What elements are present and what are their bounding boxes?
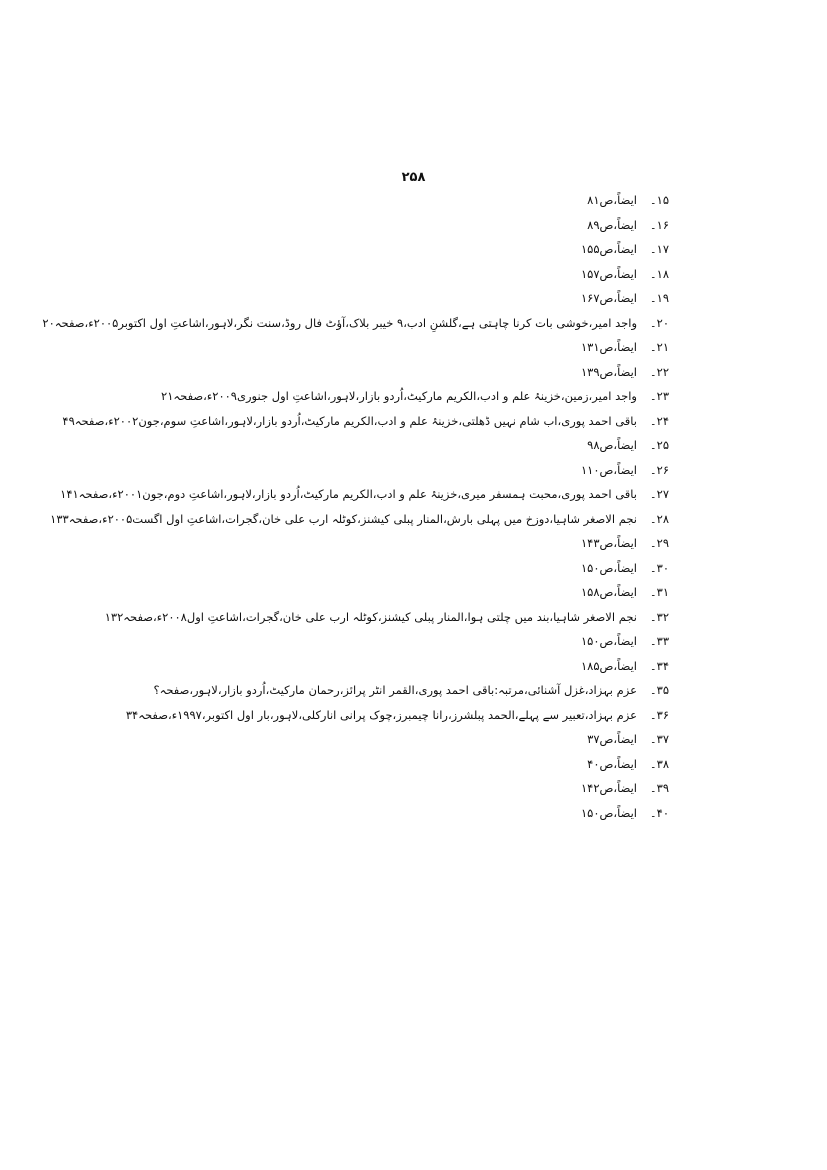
endnote-text: ایضاً،ص۹۸ <box>587 438 637 452</box>
endnote-number: ۲۸۔ <box>649 511 669 526</box>
endnote-number: ۳۶۔ <box>649 707 669 722</box>
endnote-number: ۱۸۔ <box>649 266 669 281</box>
endnote-text: ایضاً،ص۴۰ <box>587 756 637 771</box>
endnote-text: ایضاً،ص۱۵۰ <box>580 634 637 648</box>
endnote-item <box>149 776 669 801</box>
endnote-text: باقی احمد پوری،محبت ہمسفر میری،خزینۂ علم و ادب،الکریم مارکیٹ،اُردو بازار،لاہور،اشاعتِ دوم،جون۲۰۰۱ء،صفحہ۱۴۱ <box>60 487 637 501</box>
endnote-item <box>149 262 669 287</box>
endnote-text: ایضاً،ص۱۴۲ <box>580 781 637 795</box>
endnote-item <box>60 482 669 507</box>
endnote-number: ۳۳۔ <box>649 634 669 648</box>
endnote-number: ۲۹۔ <box>649 536 669 550</box>
endnote-number: ۳۹۔ <box>649 781 669 795</box>
endnote-number: ۱۶۔ <box>649 217 669 232</box>
endnote-number: ۳۴۔ <box>649 658 669 673</box>
endnote-item <box>149 433 669 458</box>
endnote-number: ۳۱۔ <box>649 585 669 599</box>
endnote-number: ۳۲۔ <box>649 609 669 624</box>
endnote-item <box>42 311 669 336</box>
endnote-text: ایضاً،ص۱۳۱ <box>580 340 637 354</box>
endnote-text: نجم الاصغر شاہیا،بند میں چلتی ہوا،المنار پبلی کیشنز،کوٹلہ ارب علی خان،گجرات،اشاعتِ اول۲۰۰۸ء،صفحہ۱۳۲ <box>104 609 637 624</box>
endnote-number: ۲۵۔ <box>649 438 669 452</box>
endnote-text: واجد امیر،زمین،خزینۂ علم و ادب،الکریم مارکیٹ،اُردو بازار،لاہور،اشاعتِ اول جنوری۲۰۰۹ء،صفحہ۲۱ <box>161 389 637 403</box>
endnote-item <box>50 507 669 532</box>
endnote-item <box>149 752 669 777</box>
endnote-number: ۴۰۔ <box>649 805 669 820</box>
endnote-number: ۲۴۔ <box>649 413 669 428</box>
endnote-item <box>149 286 669 311</box>
endnote-text: نجم الاصغر شاہیا،دوزخ میں پہلی بارش،المنار پبلی کیشنز،کوٹلہ ارب علی خان،گجرات،اشاعتِ اول اگست۲۰۰۵ء،صفحہ۱۳۳ <box>50 511 637 526</box>
endnote-text: ایضاً،ص۸۹ <box>587 217 637 232</box>
endnote-item <box>149 531 669 556</box>
endnote-text: ایضاً،ص۱۸۵ <box>580 658 637 673</box>
endnote-text: ایضاً،ص۱۱۰ <box>580 462 637 477</box>
endnote-item <box>149 188 669 213</box>
endnote-item <box>149 213 669 238</box>
endnote-item <box>149 727 669 752</box>
endnote-number: ۳۵۔ <box>649 683 669 697</box>
endnote-number: ۳۰۔ <box>649 560 669 575</box>
endnote-number: ۲۳۔ <box>649 389 669 403</box>
endnote-text: ایضاً،ص۱۳۹ <box>580 364 637 379</box>
endnote-item <box>149 458 669 483</box>
endnote-text: عزم بہزاد،غزل آشنائی،مرتبہ:باقی احمد پوری،القمر انٹر پرائز،رحمان مارکیٹ،اُردو بازار،لاہور،صفحہ؟ <box>153 683 637 697</box>
endnote-item <box>149 654 669 679</box>
endnote-text: ایضاً،ص۸۱ <box>587 193 637 207</box>
endnote-item <box>149 801 669 826</box>
endnote-item <box>149 629 669 654</box>
endnote-number: ۱۷۔ <box>649 242 669 256</box>
endnote-item <box>149 678 669 703</box>
endnote-item <box>149 237 669 262</box>
endnote-text: ایضاً،ص۱۵۰ <box>580 805 637 820</box>
endnote-number: ۳۷۔ <box>649 732 669 746</box>
endnote-text: ایضاً،ص۱۶۷ <box>580 291 637 305</box>
endnote-text: ایضاً،ص۱۵۵ <box>580 242 637 256</box>
endnote-number: ۲۰۔ <box>649 315 669 330</box>
endnote-number: ۳۸۔ <box>649 756 669 771</box>
endnote-text: ایضاً،ص۱۴۳ <box>580 536 637 550</box>
endnote-number: ۲۷۔ <box>649 487 669 501</box>
endnote-number: ۲۶۔ <box>649 462 669 477</box>
endnote-item <box>149 384 669 409</box>
endnote-item <box>149 580 669 605</box>
endnote-item <box>125 703 669 728</box>
endnote-text: باقی احمد پوری،اب شام نہیں ڈھلتی،خزینۂ علم و ادب،الکریم مارکیٹ،اُردو بازار،لاہور،اشاعتِ سوم،جون۲۰۰۲ء،صفحہ۴۹ <box>62 413 637 428</box>
endnote-text: ایضاً،ص۱۵۰ <box>580 560 637 575</box>
endnote-text: عزم بہزاد،تعبیر سے پہلے،الحمد پبلشرز،رانا چیمبرز،چوک پرانی انارکلی،لاہور،بار اول اکتوبر،۱۹۹۷ء،صفحہ۳۴ <box>125 707 637 722</box>
endnote-item <box>149 556 669 581</box>
endnote-text: ایضاً،ص۱۵۷ <box>580 266 637 281</box>
endnote-text: ایضاً،ص۱۵۸ <box>580 585 637 599</box>
endnote-text: واجد امیر،خوشی بات کرنا چاہتی ہے،گلشنِ ادب،۹ خیبر بلاک،آؤٹ فال روڈ،سنت نگر،لاہور،اشاعتِ اول اکتوبر۲۰۰۵ء،صفحہ۲۰ <box>42 315 637 330</box>
endnote-text: ایضاً،ص۳۷ <box>587 732 637 746</box>
endnote-number: ۱۵۔ <box>649 193 669 207</box>
endnote-number: ۲۲۔ <box>649 364 669 379</box>
endnotes-list <box>42 188 669 825</box>
endnote-item <box>149 360 669 385</box>
endnote-item <box>149 335 669 360</box>
page-number: ۲۵۸ <box>401 170 426 185</box>
endnote-item <box>104 605 669 630</box>
endnote-number: ۱۹۔ <box>649 291 669 305</box>
endnote-number: ۲۱۔ <box>649 340 669 354</box>
endnote-item <box>62 409 669 434</box>
